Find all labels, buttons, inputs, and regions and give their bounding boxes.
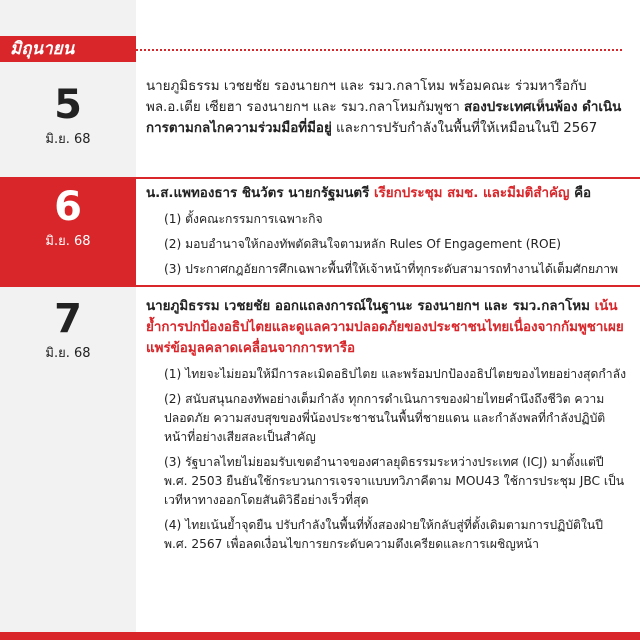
entry-june-5 [146, 76, 628, 139]
month-label: มิถุนายน [0, 36, 136, 62]
entry-text [146, 296, 628, 359]
list-item: (3) รัฐบาลไทยไม่ยอมรับเขตอำนาจของศาลยุติธรรมระหว่างประเทศ (ICJ) มาตั้งแต่ปี พ.ศ. 2503 ยืนยันใช้กระบวนการเจรจาแบบทวิภาคีตาม MOU43 ใช้การประชุม JBC เป็นเวทีหาทางออกโดยสันติวิธีอย่างเร็วที่สุด [164, 455, 625, 507]
entry-text-bold: คือ [569, 186, 592, 201]
month-abbrev: มิ.ย. 68 [45, 234, 91, 249]
list-item: (1) ไทยจะไม่ยอมให้มีการละเมิดอธิปไตย และพร้อมปกป้องอธิปไตยของไทยอย่างสุดกำลัง [164, 367, 627, 381]
entry-text-plain: นายภูมิธรรม เวชยชัย รองนายกฯ และ รมว.กลาโหม พร้อมคณะ ร่วมหารือกับ พล.อ.เตีย เซียฮา รองนายกฯ และ รมว.กลาโหมกัมพูชา [146, 79, 587, 115]
day-number: 7 [54, 296, 82, 342]
entry-text [146, 183, 628, 204]
entry-text [146, 76, 628, 139]
date-june-5 [0, 84, 136, 149]
date-june-6 [0, 186, 136, 251]
dotted-divider [136, 49, 622, 51]
day-number: 6 [54, 184, 82, 230]
bottom-bar [0, 632, 640, 640]
month-abbrev: มิ.ย. 68 [45, 132, 91, 147]
day-number: 5 [54, 82, 82, 128]
date-june-7 [0, 298, 136, 363]
entry-june-6 [146, 183, 628, 279]
entry-text-highlight: เรียกประชุม สมช. และมีมติสำคัญ [373, 186, 570, 201]
list-item: (1) ตั้งคณะกรรมการเฉพาะกิจ [164, 212, 323, 226]
entry-text-bold: น.ส.แพทองธาร ชินวัตร นายกรัฐมนตรี [146, 186, 374, 201]
list-item: (4) ไทยเน้นย้ำจุดยืน ปรับกำลังในพื้นที่ทั้งสองฝ่ายให้กลับสู่ที่ตั้งเดิมตามการปฏิบัติในปี พ.ศ. 2567 เพื่อลดเงื่อนไขการยกระดับความตึงเครียดและการเผชิญหน้า [164, 518, 603, 551]
entry-text-bold: สองประเทศเห็นพ้อง ดำเนินการตามกลไกความร่วมมือที่มีอยู่ [146, 100, 622, 136]
month-abbrev: มิ.ย. 68 [45, 346, 91, 361]
entry-text-plain: และการปรับกำลังในพื้นที่ให้เหมือนในปี 2567 [331, 121, 598, 136]
list-item: (3) ประกาศกฎอัยการศึกเฉพาะพื้นที่ให้เจ้าหน้าที่ทุกระดับสามารถทำงานได้เต็มศักยภาพ [164, 262, 619, 276]
list-item: (2) มอบอำนาจให้กองทัพตัดสินใจตามหลัก Rules Of Engagement (ROE) [164, 237, 562, 251]
entry-june-7 [146, 296, 628, 554]
entry-text-bold: นายภูมิธรรม เวชยชัย ออกแถลงการณ์ในฐานะ รองนายกฯ และ รมว.กลาโหม [146, 299, 595, 314]
entry-text-highlight: เน้นย้ำการปกป้องอธิปไตยและดูแลความปลอดภัยของประชาชนไทยเนื่องจากกัมพูชาเผยแพร่ข้อมูลคลาดเคลื่อนจากการหารือ [146, 299, 624, 356]
list-item: (2) สนับสนุนกองทัพอย่างเต็มกำลัง ทุกการดำเนินการของฝ่ายไทยคำนึงถึงชีวิต ความปลอดภัย ความสงบสุขของพี่น้องประชาชนในพื้นที่ชายแดน และกำลังพลที่กำลังปฏิบัติหน้าที่อย่างเสียสละเป็นสำคัญ [164, 392, 606, 444]
